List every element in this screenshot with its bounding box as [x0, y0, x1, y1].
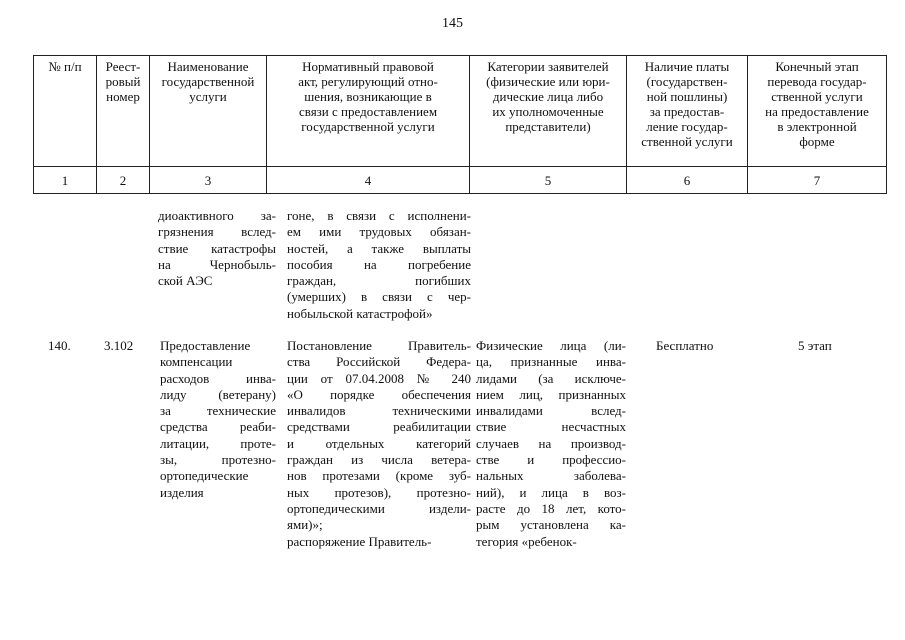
text-line: Конечный этап — [775, 59, 859, 74]
text-line: гоне, в связи с исполнени- — [287, 208, 471, 223]
text-line: нием лиц, признанных — [476, 386, 626, 402]
text-line: ства Российской Федера- — [287, 354, 471, 370]
text-line: расходов инва- — [160, 370, 276, 386]
text-line: тегория «ребенок- — [476, 533, 577, 549]
text-line: литации, проте- — [160, 435, 276, 451]
text-line: перевода государ- — [767, 74, 867, 89]
text-line: расте до 18 лет, кото- — [476, 500, 626, 516]
text-line: ных протезов), протезно- — [287, 484, 471, 500]
col-number: 7 — [748, 167, 887, 194]
col-header-fee — [627, 56, 748, 167]
text-line: ностей, а также выплаты — [287, 240, 471, 256]
text-line: распоряжение Правитель- — [287, 533, 432, 549]
text-line: Физические лица (ли- — [476, 338, 626, 353]
text-line: нальных заболева- — [476, 468, 626, 484]
text-line: нобыльской катастрофой» — [287, 305, 433, 321]
text-line: ственной услуги — [641, 134, 733, 149]
text-line: Постановление Правитель- — [287, 338, 471, 353]
text-line: услуги — [189, 89, 227, 104]
text-line: ствие катастрофы — [158, 240, 276, 256]
text-line: ской АЭС — [158, 273, 213, 289]
text-line: лиду (ветерану) — [160, 386, 276, 402]
text-line: № п/п — [48, 59, 82, 74]
text-line: нов протезами (кроме зуб- — [287, 468, 471, 484]
text-line: граждан из числа ветера- — [287, 452, 471, 468]
applicant-categories — [476, 338, 626, 550]
row-number: 140. — [48, 338, 71, 353]
service-name — [160, 338, 276, 501]
col-header-act — [267, 56, 470, 167]
col-header-num — [34, 56, 97, 167]
text-line: ровый — [105, 74, 141, 89]
column-number-row — [34, 167, 887, 194]
text-line: ний), и лица в воз- — [476, 484, 626, 500]
registry-number: 3.102 — [104, 338, 134, 353]
text-line: средства реаби- — [160, 419, 276, 435]
text-line: (умерших) в связи с чер- — [287, 289, 471, 305]
text-line: инвалидами вслед- — [476, 403, 626, 419]
continuation-service-text — [158, 208, 276, 289]
stage-value: 5 этап — [798, 338, 832, 353]
col-header-registry — [97, 56, 150, 167]
text-line: ем ими трудовых обязан- — [287, 224, 471, 240]
page-number: 145 — [442, 16, 463, 31]
text-line: форме — [799, 134, 835, 149]
text-line: ции от 07.04.2008 № 240 — [287, 370, 471, 386]
text-line: лидами (за исключе- — [476, 370, 626, 386]
text-line: представители) — [505, 119, 591, 134]
fee-value: Бесплатно — [656, 338, 714, 353]
text-line: за предостав- — [649, 104, 725, 119]
text-line: стве и профессио- — [476, 452, 626, 468]
text-line: связи с предоставлением — [298, 104, 438, 119]
continuation-act-text — [287, 208, 471, 322]
text-line: изделия — [160, 484, 204, 500]
col-number: 6 — [627, 167, 748, 194]
text-line: Наименование — [167, 59, 249, 74]
text-line: Категории заявителей — [487, 59, 609, 74]
text-line: шения, возникающие в — [304, 89, 432, 104]
text-line: средствами реабилитации — [287, 419, 471, 435]
legal-act — [287, 338, 471, 550]
text-line: на Чернобыль- — [158, 256, 276, 272]
text-line: рым установлена ка- — [476, 517, 626, 533]
text-line: за технические — [160, 403, 276, 419]
text-line: государственной услуги — [301, 119, 435, 134]
text-line: ями)»; — [287, 517, 323, 533]
text-line: ортопедические — [160, 468, 249, 484]
text-line: государственной — [161, 74, 255, 89]
col-number: 5 — [470, 167, 627, 194]
col-header-applicants — [470, 56, 627, 167]
text-line: Наличие платы — [644, 59, 730, 74]
header-row — [34, 56, 887, 167]
text-line: Предоставление — [160, 338, 251, 353]
text-line: ствие несчастных — [476, 419, 626, 435]
col-header-service — [150, 56, 267, 167]
text-line: случаев на производ- — [476, 435, 626, 451]
text-line: (физические или юри- — [486, 74, 610, 89]
col-number: 1 — [34, 167, 97, 194]
text-line: ной пошлины) — [646, 89, 728, 104]
text-line: ортопедическими издели- — [287, 500, 471, 516]
text-line: Нормативный правовой — [302, 59, 434, 74]
text-line: в электронной — [777, 119, 857, 134]
text-line: зы, протезно- — [160, 452, 276, 468]
text-line: пособия на погребение — [287, 256, 471, 272]
text-line: дические лица либо — [492, 89, 604, 104]
header-table — [33, 55, 887, 194]
text-line: «О порядке обеспечения — [287, 386, 471, 402]
text-line: ление государ- — [646, 119, 728, 134]
text-line: акт, регулирующий отно- — [298, 74, 438, 89]
text-line: компенсации — [160, 354, 233, 370]
col-number: 2 — [97, 167, 150, 194]
text-line: ца, признанные инва- — [476, 354, 626, 370]
text-line: граждан, погибших — [287, 273, 471, 289]
text-line: инвалидов техническими — [287, 403, 471, 419]
text-line: на предоставление — [765, 104, 869, 119]
text-line: диоактивного за- — [158, 208, 276, 223]
text-line: и отдельных категорий — [287, 435, 471, 451]
text-line: номер — [106, 89, 140, 104]
col-number: 4 — [267, 167, 470, 194]
col-header-stage — [748, 56, 887, 167]
text-line: ственной услуги — [771, 89, 863, 104]
col-number: 3 — [150, 167, 267, 194]
text-line: грязнения вслед- — [158, 224, 276, 240]
text-line: Реест- — [105, 59, 141, 74]
text-line: (государствен- — [646, 74, 728, 89]
text-line: их уполномоченные — [492, 104, 604, 119]
